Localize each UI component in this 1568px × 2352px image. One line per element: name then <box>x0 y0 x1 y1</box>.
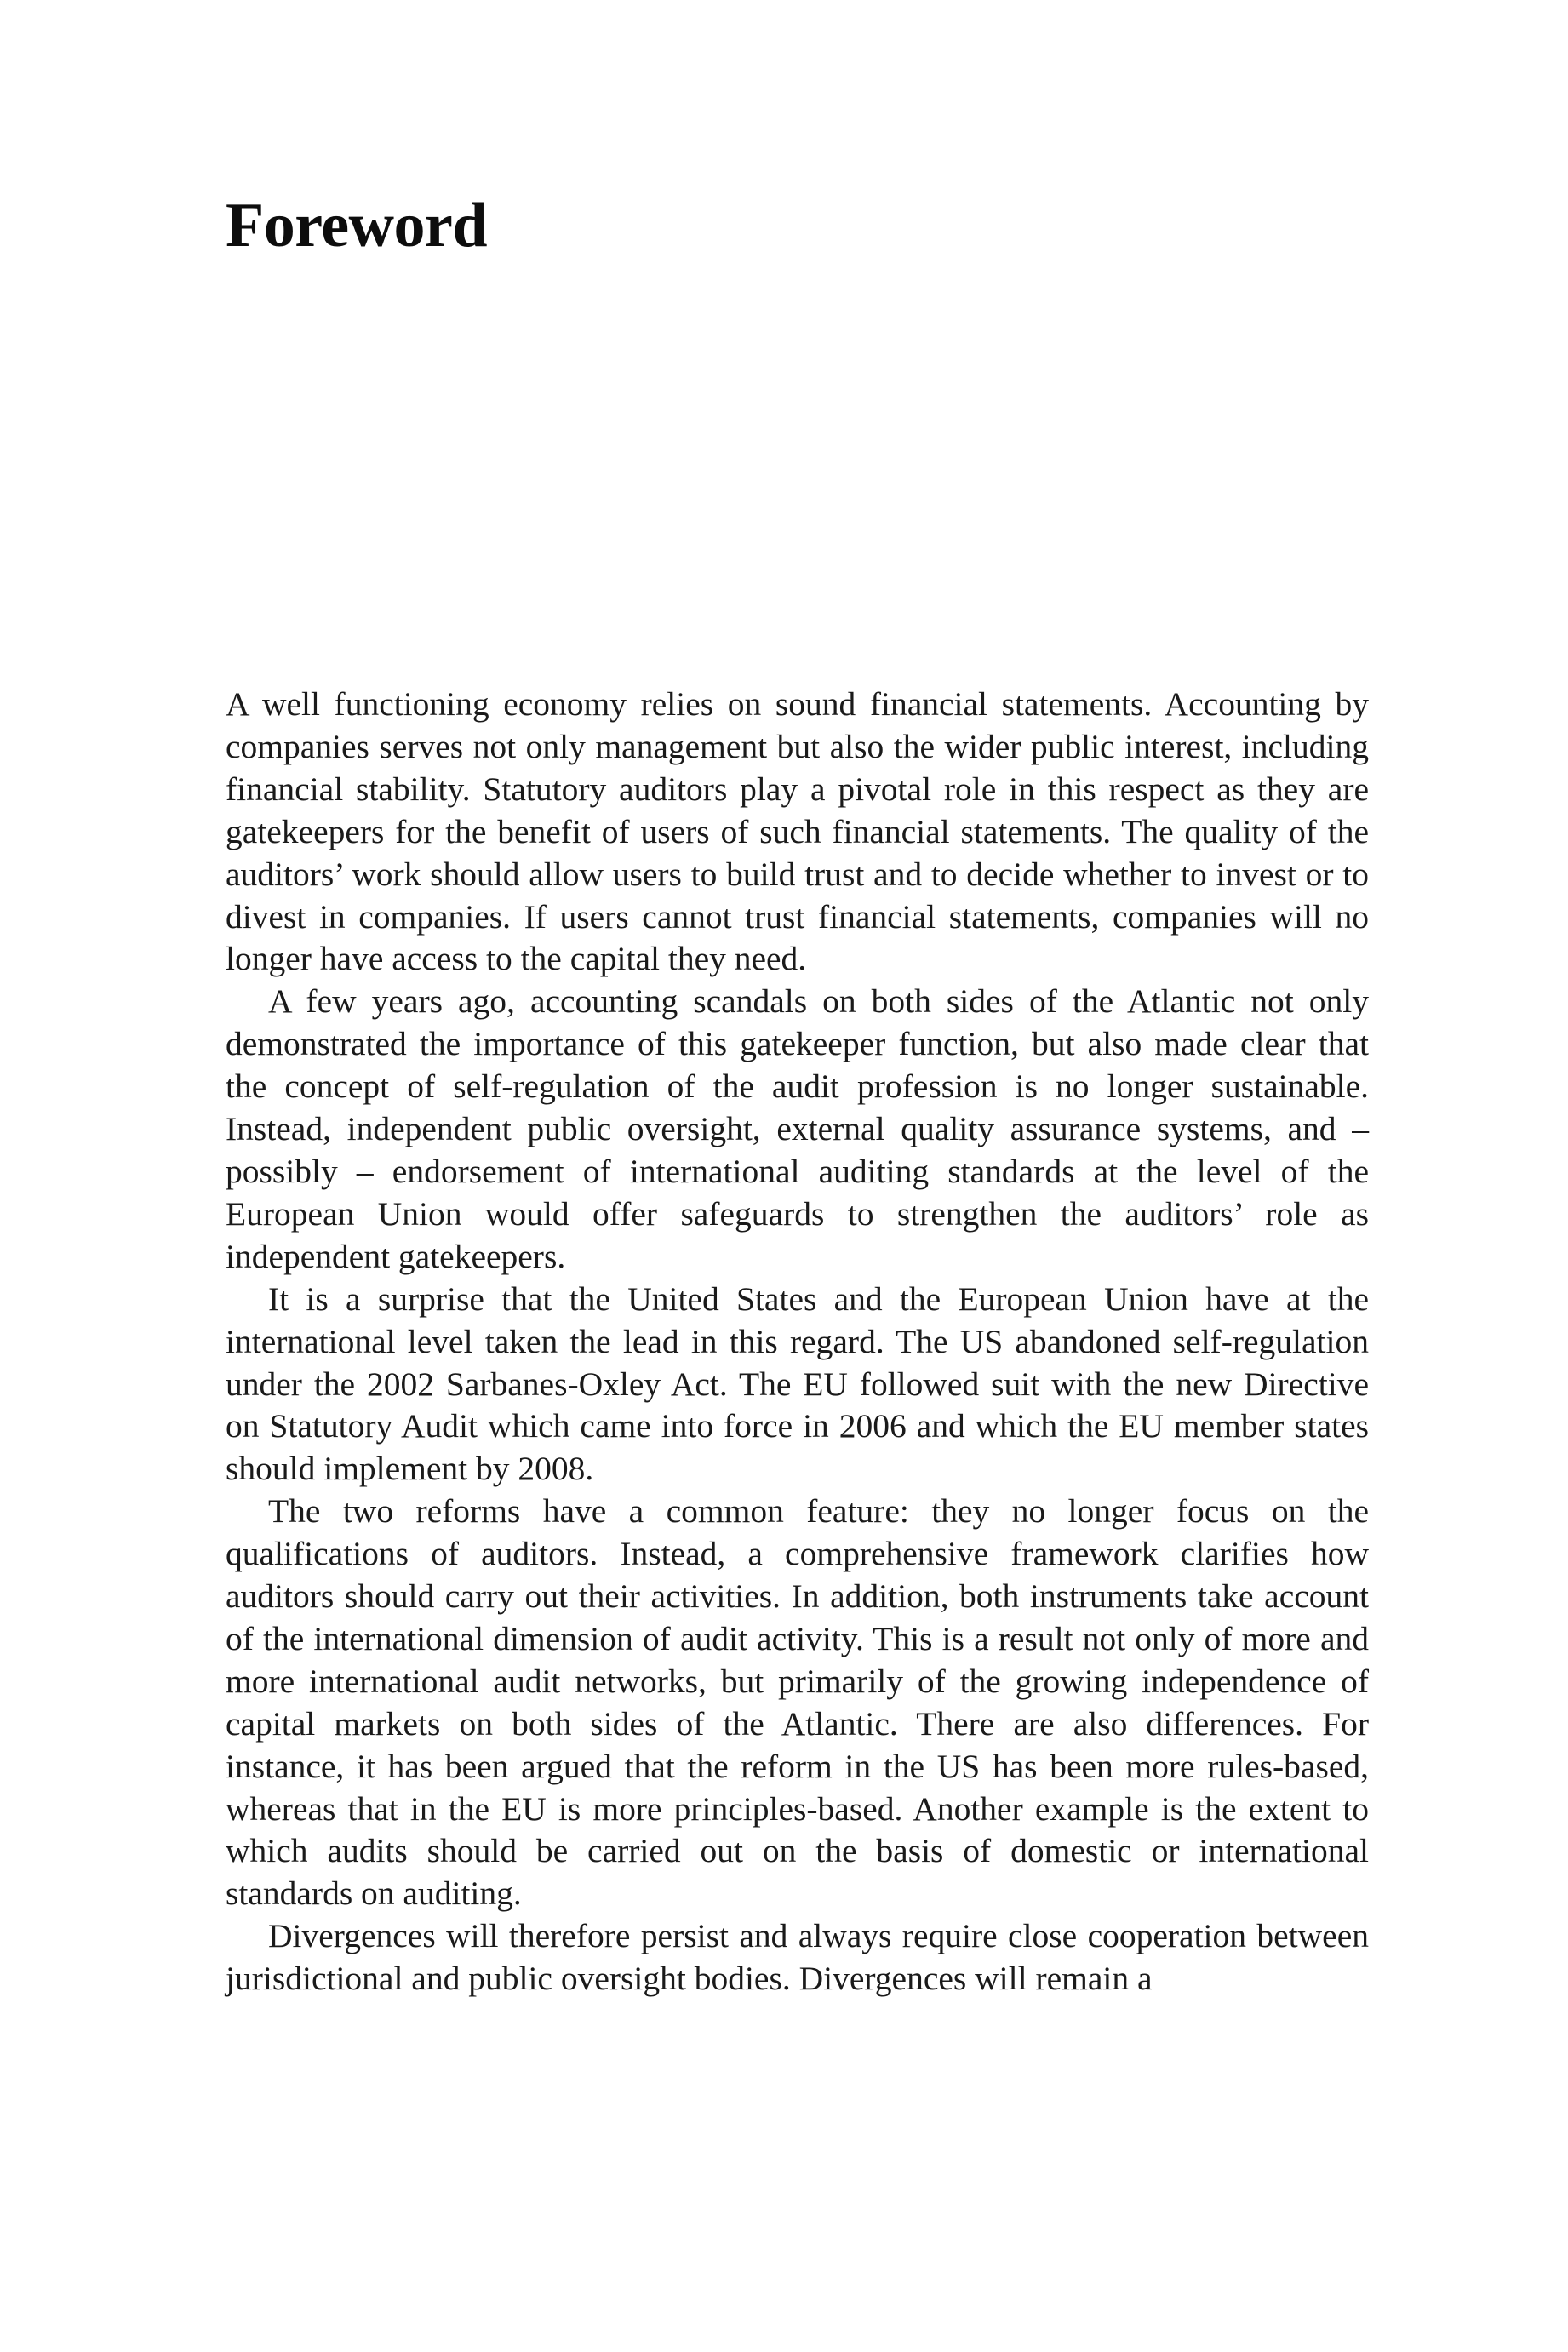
paragraph: The two reforms have a common feature: they no longer focus on the qualifications of auditors. Instead, a comprehensive framework clarifies how auditors should carry out their activities. In addition, both instruments take account of the international dimension of audit activity. This is a result not only of more and more international audit networks, but primarily of the growing independence of capital markets on both sides of the Atlantic. There are also differences. For instance, it has been argued that the reform in the US has been more rules-based, whereas that in the EU is more principles-based. Another example is the extent to which audits should be carried out on the basis of domestic or international standards on auditing. <box>226 1492 1369 1913</box>
paragraph: Divergences will therefore persist and always require close cooperation between jurisdictional and public oversight bodies. Divergences will remain a <box>226 1917 1369 1998</box>
page-title: Foreword <box>226 191 487 260</box>
foreword-body <box>226 684 1369 2000</box>
paragraph: A few years ago, accounting scandals on both sides of the Atlantic not only demonstrated the importance of this gatekeeper function, but also made clear that the concept of self-regulation of the audit profession is no longer sustainable. Instead, independent public oversight, external quality assurance systems, and – possibly – endorsement of international auditing standards at the level of the European Union would offer safeguards to strengthen the auditors’ role as independent gatekeepers. <box>226 982 1369 1275</box>
paragraph: A well functioning economy relies on sound financial statements. Accounting by companies serves not only management but also the wider public interest, including financial stability. Statutory auditors play a pivotal role in this respect as they are gatekeepers for the benefit of users of such financial statements. The quality of the auditors’ work should allow users to build trust and to decide whether to invest or to divest in companies. If users cannot trust financial statements, companies will no longer have access to the capital they need. <box>226 685 1369 978</box>
paragraph: It is a surprise that the United States and the European Union have at the international level taken the lead in this regard. The US abandoned self-regulation under the 2002 Sarbanes-Oxley Act. The EU followed suit with the new Directive on Statutory Audit which came into force in 2006 and which the EU member states should implement by 2008. <box>226 1279 1369 1488</box>
